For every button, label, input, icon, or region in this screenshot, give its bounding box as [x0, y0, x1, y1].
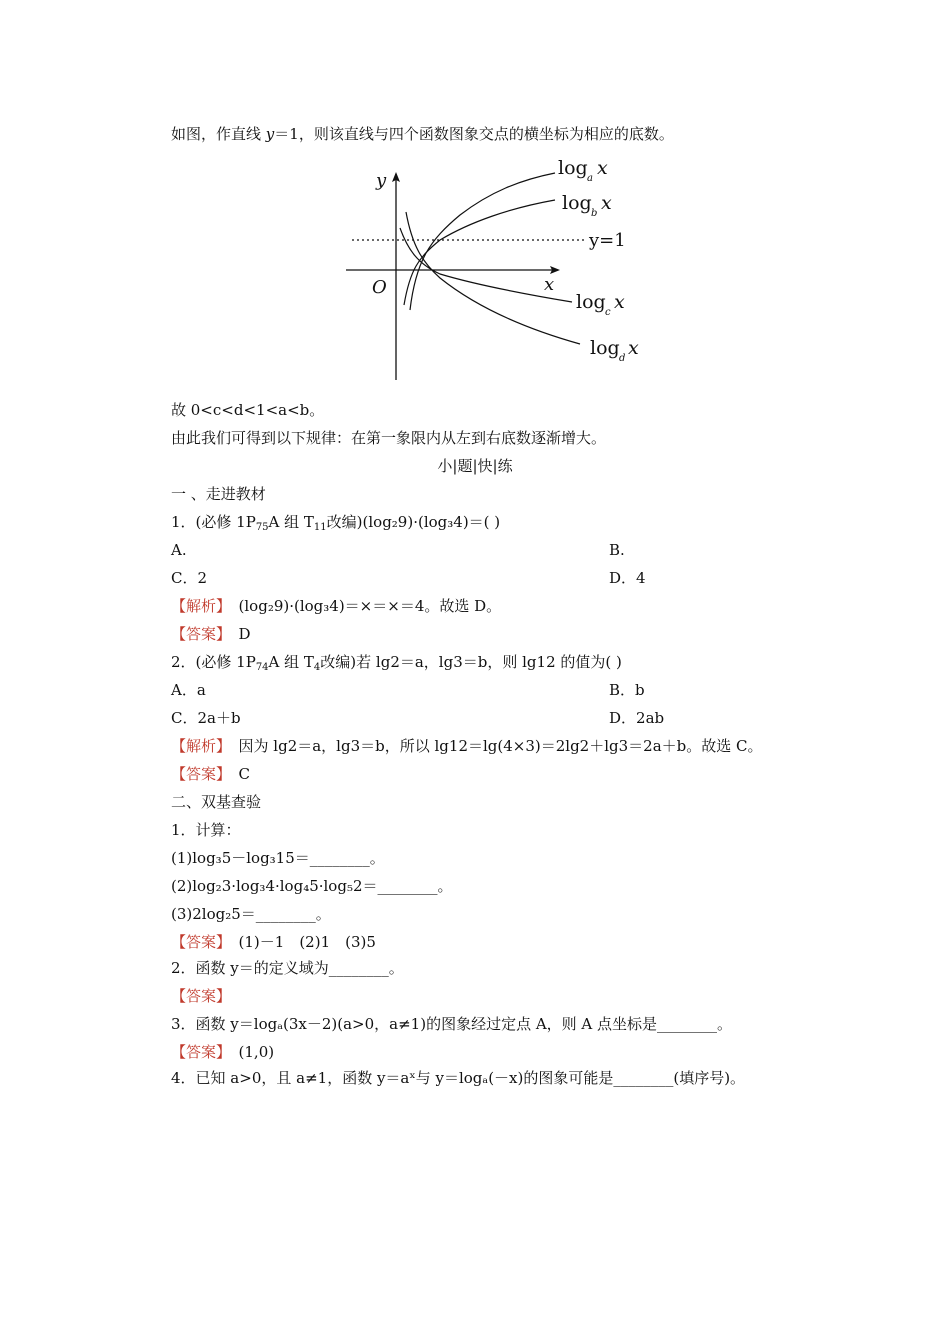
- label-log-b: [562, 192, 612, 219]
- p1-q2-answer: [171, 764, 250, 784]
- p1-q2-source-sub: 74: [255, 662, 269, 673]
- label-log-c-log: log: [576, 291, 606, 313]
- curve-log-a: [410, 173, 555, 310]
- p1-q1-analysis: [171, 596, 501, 616]
- p1-q1-source-mid: A 组 T: [268, 513, 314, 531]
- origin-label: O: [372, 277, 387, 298]
- label-log-d-x: x: [628, 337, 639, 359]
- p1-q1-expr: (log₂9)·(log₃4)＝( ): [362, 513, 501, 531]
- p2-q1-sub1: (1)log₃5－log₃15＝________。: [171, 849, 385, 867]
- label-log-d-base: d: [619, 353, 626, 364]
- intro-text-1: 如图，作直线: [171, 125, 262, 143]
- part1-heading: 一 、走进教材: [171, 485, 266, 503]
- p1-q2-num: 2．: [171, 653, 196, 671]
- p1-q2-option-b: B．b: [609, 681, 645, 699]
- p1-q1-analysis-tag: 【解析】: [171, 597, 224, 615]
- section-title: 小|题|快|练: [437, 457, 513, 475]
- label-log-a-log: log: [558, 157, 588, 179]
- p1-q2-answer-tag: 【答案】: [171, 765, 224, 783]
- p1-q2-analysis-text: 因为 lg2＝a，lg3＝b，所以 lg12＝lg(4×3)＝2lg2＋lg3＝2a＋b。故选 C。: [238, 737, 763, 755]
- p2-q3-answer-tag: 【答案】: [171, 1043, 224, 1061]
- part2-heading: 二、双基查验: [171, 793, 262, 811]
- conclusion-order: 故 0<c<d<1<a<b。: [171, 401, 325, 419]
- p1-q1-source-end: 改编): [326, 513, 363, 531]
- p1-q2-option-a: A．a: [171, 681, 206, 699]
- conclusion-rule: 由此我们可得到以下规律：在第一象限内从左到右底数逐渐增大。: [171, 429, 607, 447]
- p2-q1-sub2: (2)log₂3·log₃4·log₄5·log₅2＝________。: [171, 877, 453, 895]
- p1-q1-source-sub: 75: [255, 522, 269, 533]
- log-graph-figure: [330, 150, 660, 390]
- label-log-c-base: c: [605, 307, 611, 318]
- p1-q1-option-a: A.: [171, 541, 187, 559]
- p1-q1-analysis-text: (log₂9)·(log₃4)＝×＝×＝4。故选 D。: [238, 597, 502, 615]
- p1-q2-answer-text: C: [238, 765, 251, 783]
- p1-q1-option-b: B.: [609, 541, 625, 559]
- label-log-c: [576, 291, 625, 318]
- p2-q2-answer: [171, 986, 231, 1006]
- p2-q3-answer: [171, 1042, 274, 1062]
- p1-q2-source: (必修 1P: [195, 653, 256, 671]
- p2-q4-stem: 4．已知 a>0，且 a≠1，函数 y＝aˣ与 y＝logₐ(－x)的图象可能是________(填序号)。: [171, 1069, 746, 1087]
- label-log-c-x: x: [614, 291, 625, 313]
- p2-q1-sub3: (3)2log₂5＝________。: [171, 905, 331, 923]
- p1-q1-stem: [171, 512, 500, 532]
- p2-q1-answer-text: (1)－1 (2)1 (3)5: [238, 933, 376, 951]
- p1-q1-answer: [171, 624, 251, 644]
- p1-q1-source: (必修 1P: [195, 513, 256, 531]
- p1-q2-source-mid: A 组 T: [268, 653, 314, 671]
- label-log-d-log: log: [590, 337, 620, 359]
- p1-q2-source-end: 改编): [320, 653, 357, 671]
- p1-q2-analysis: [171, 736, 763, 756]
- intro-y: y: [265, 125, 275, 143]
- p1-q1-option-d: D．4: [609, 569, 646, 587]
- p1-q2-analysis-tag: 【解析】: [171, 737, 224, 755]
- p1-q1-source-sub2: 11: [313, 522, 327, 533]
- x-axis-label: x: [544, 274, 555, 295]
- label-log-b-log: log: [562, 192, 592, 214]
- p1-q2-text: 若 lg2＝a，lg3＝b，则 lg12 的值为( ): [356, 653, 622, 671]
- p2-q3-stem: 3．函数 y＝logₐ(3x－2)(a>0，a≠1)的图象经过定点 A，则 A 点坐标是________。: [171, 1015, 733, 1033]
- curve-log-b: [404, 200, 555, 305]
- label-log-d: [590, 337, 639, 364]
- p2-q3-answer-text: (1,0): [238, 1043, 275, 1061]
- p1-q1-num: 1．: [171, 513, 196, 531]
- p2-q2-stem: 2．函数 y＝的定义域为________。: [171, 959, 404, 977]
- y-equals-1-label: y=1: [589, 230, 626, 251]
- p1-q1-answer-tag: 【答案】: [171, 625, 224, 643]
- p1-q2-option-c: C．2a＋b: [171, 709, 241, 727]
- label-log-b-base: b: [591, 208, 598, 219]
- label-log-a-x: x: [597, 157, 608, 179]
- label-log-a: [558, 157, 608, 184]
- p2-q1-stem: 1．计算：: [171, 821, 241, 839]
- intro-text-2: ＝1，则该直线与四个函数图象交点的横坐标为相应的底数。: [274, 125, 674, 143]
- p1-q2-stem: [171, 652, 622, 672]
- p1-q2-source-sub2: 4: [313, 662, 321, 673]
- y-axis-label: y: [376, 170, 387, 191]
- p1-q1-option-c: C．2: [171, 569, 208, 587]
- p1-q2-option-d: D．2ab: [609, 709, 665, 727]
- p2-q2-answer-tag: 【答案】: [171, 987, 232, 1005]
- intro-line: [171, 124, 674, 144]
- p1-q1-answer-text: D: [238, 625, 251, 643]
- p2-q1-answer: [171, 932, 376, 952]
- p2-q1-answer-tag: 【答案】: [171, 933, 224, 951]
- label-log-b-x: x: [601, 192, 612, 214]
- label-log-a-base: a: [587, 173, 593, 184]
